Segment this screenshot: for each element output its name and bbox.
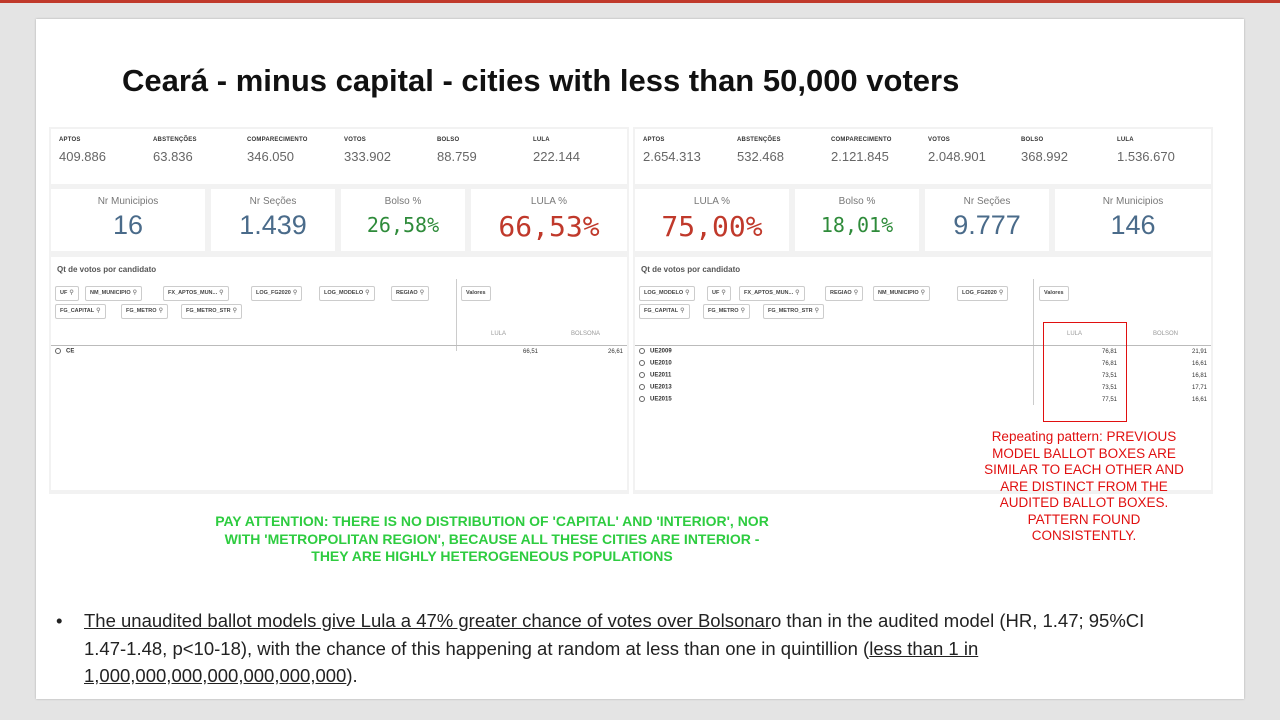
stat-value: 88.759 (437, 149, 477, 164)
stat-label: COMPARECIMENTO (831, 137, 892, 143)
top-accent-line (0, 0, 1280, 3)
bullet-text (84, 607, 1184, 690)
filter-chip-fx-aptos[interactable]: FX_APTOS_MUN... ⚲ (739, 286, 805, 301)
stat-value: 333.902 (344, 149, 391, 164)
table-cell-lula: 73,51 (1101, 373, 1117, 379)
search-icon: ⚲ (721, 290, 726, 296)
table-row-label[interactable]: UE2013 (639, 384, 672, 391)
highlight-box (1043, 322, 1127, 422)
filter-chip-nm-municipio[interactable]: NM_MUNICIPIO ⚲ (873, 286, 930, 301)
filter-chip-log-modelo[interactable]: LOG_MODELO ⚲ (639, 286, 695, 301)
annotation-line: ARE DISTINCT FROM THE (1000, 478, 1168, 494)
filter-chip-fg-metro-str[interactable]: FG_METRO_STR ⚲ (763, 304, 824, 319)
slide-title: Ceará - minus capital - cities with less than 50,000 voters (122, 63, 960, 98)
search-icon: ⚲ (232, 308, 238, 314)
column-header-bolsonaro: BOLSONA (571, 331, 601, 337)
stat-label: VOTOS (344, 137, 366, 143)
summary-stats-bar (51, 129, 627, 184)
kpi-value: 18,01% (820, 213, 894, 237)
kpi-value: 146 (1110, 210, 1156, 240)
table-cell-lula: 73,51 (1101, 385, 1117, 391)
stat-value: 63.836 (153, 149, 193, 164)
search-icon: ⚲ (132, 290, 138, 296)
underlined-claim: The unaudited ballot models give Lula a 47% greater chance of votes over Bolsonar (84, 610, 771, 631)
values-chip[interactable]: Valores (1039, 286, 1069, 301)
stat-comparecimento (247, 137, 308, 164)
stat-label: LULA (1117, 137, 1134, 143)
underlined-odds: less than 1 in 1,000,000,000,000,000,000,000 (84, 637, 979, 686)
filter-chip-log-fg2020[interactable]: LOG_FG2020 ⚲ (957, 286, 1008, 301)
stat-label: ABSTENÇÕES (737, 137, 781, 143)
filter-chip-fg-capital[interactable]: FG_CAPITAL ⚲ (639, 304, 690, 319)
stat-label: APTOS (643, 137, 665, 143)
header-divider (51, 345, 627, 346)
filter-chip-uf[interactable]: UF ⚲ (707, 286, 731, 301)
table-cell-bolso: 16,61 (1191, 397, 1207, 403)
kpi-label: Nr Municipios (97, 196, 159, 207)
table-row-label[interactable]: CE (55, 348, 74, 355)
kpi-value: 26,58% (366, 213, 440, 237)
filter-chip-fg-metro-str[interactable]: FG_METRO_STR ⚲ (181, 304, 242, 319)
stat-value: 222.144 (533, 149, 580, 164)
stat-bolso (437, 137, 477, 164)
table-title: Qt de votos por candidato (641, 265, 741, 274)
stat-value: 532.468 (737, 149, 784, 164)
table-row-label[interactable]: UE2010 (639, 360, 672, 367)
stat-votos (344, 137, 391, 164)
filter-chip-log-modelo[interactable]: LOG_MODELO ⚲ (319, 286, 375, 301)
table-cell-lula: 76,81 (1101, 349, 1117, 355)
search-icon: ⚲ (998, 290, 1004, 296)
filter-chip-fg-metro[interactable]: FG_METRO ⚲ (121, 304, 168, 319)
stat-aptos (59, 137, 106, 164)
stat-value: 346.050 (247, 149, 294, 164)
search-icon: ⚲ (365, 290, 370, 296)
expand-icon (639, 384, 645, 390)
filter-chip-nm-municipio[interactable]: NM_MUNICIPIO ⚲ (85, 286, 142, 301)
note-line: PAY ATTENTION: THERE IS NO DISTRIBUTION OF 'CAPITAL' AND 'INTERIOR', NOR (215, 513, 769, 529)
attention-note (136, 513, 848, 566)
pattern-annotation (964, 429, 1204, 545)
kpi-label: Nr Seções (249, 196, 297, 207)
expand-icon (639, 360, 645, 366)
annotation-line: SIMILAR TO EACH OTHER AND (984, 462, 1184, 477)
column-divider (456, 279, 457, 351)
search-icon: ⚲ (158, 308, 163, 314)
table-title: Qt de votos por candidato (57, 265, 157, 274)
annotation-line: MODEL BALLOT BOXES ARE (992, 445, 1176, 461)
search-icon: ⚲ (685, 290, 690, 296)
stat-value: 2.654.313 (643, 149, 701, 164)
note-line: WITH 'METROPOLITAN REGION', BECAUSE ALL THESE CITIES ARE INTERIOR - (224, 530, 760, 547)
stat-label: LULA (533, 137, 550, 143)
search-icon: ⚲ (419, 290, 425, 296)
stat-lula (1117, 137, 1175, 164)
stat-value: 1.536.670 (1117, 149, 1175, 164)
expand-icon (639, 396, 645, 402)
filter-chip-fg-capital[interactable]: FG_CAPITAL ⚲ (55, 304, 106, 319)
table-cell-lula: 66,51 (522, 349, 538, 355)
kpi-label: LULA % (530, 196, 568, 207)
column-divider (1033, 279, 1034, 405)
column-header-bolsonaro: BOLSON (1153, 331, 1179, 337)
stat-label: VOTOS (928, 137, 950, 143)
column-header-lula: LULA (1067, 331, 1083, 337)
search-icon: ⚲ (292, 290, 298, 296)
table-row-label[interactable]: UE2015 (639, 396, 672, 403)
kpi-nr-secoes (925, 189, 1049, 251)
stat-label: ABSTENÇÕES (153, 137, 197, 143)
values-chip[interactable]: Valores (461, 286, 491, 301)
stat-value: 2.048.901 (928, 149, 986, 164)
stat-value: 409.886 (59, 149, 106, 164)
column-header-lula: LULA (491, 331, 507, 337)
stat-bolso (1021, 137, 1068, 164)
filter-chip-regiao[interactable]: REGIAO ⚲ (391, 286, 429, 301)
table-cell-bolso: 16,81 (1191, 373, 1207, 379)
stat-lula (533, 137, 580, 164)
note-line: THEY ARE HIGHLY HETEROGENEOUS POPULATIONS (311, 548, 673, 564)
table-row-label[interactable]: UE2011 (639, 372, 671, 379)
expand-icon (55, 348, 61, 354)
annotation-line: AUDITED BALLOT BOXES. (999, 495, 1169, 510)
kpi-nr-municipios (1055, 189, 1211, 251)
filter-chip-fg-metro[interactable]: FG_METRO ⚲ (703, 304, 750, 319)
search-icon: ⚲ (920, 290, 926, 296)
bullet-ending: ). (346, 665, 358, 686)
stat-aptos (643, 137, 701, 164)
kpi-label: LULA % (693, 196, 731, 207)
kpi-value: 66,53% (498, 210, 600, 243)
kpi-bolso-percent (795, 189, 919, 251)
stat-value: 368.992 (1021, 149, 1068, 164)
stat-value: 2.121.845 (831, 149, 889, 164)
annotation-line: Repeating pattern: PREVIOUS (991, 429, 1177, 444)
table-cell-bolso: 21,91 (1191, 349, 1207, 355)
slide (36, 19, 1244, 699)
search-icon: ⚲ (814, 308, 820, 314)
search-icon: ⚲ (680, 308, 685, 314)
filter-chip-uf[interactable]: UF ⚲ (55, 286, 79, 301)
stat-abstencoes (153, 137, 197, 164)
kpi-label: Bolso % (838, 196, 876, 207)
search-icon: ⚲ (69, 290, 74, 296)
table-cell-lula: 77,51 (1101, 397, 1117, 403)
stat-label: APTOS (59, 137, 81, 143)
stat-label: BOLSO (1021, 137, 1044, 143)
table-cell-bolso: 16,61 (1191, 361, 1207, 367)
expand-icon (639, 348, 645, 354)
left-dashboard (49, 127, 629, 494)
search-icon: ⚲ (96, 308, 101, 314)
kpi-label: Bolso % (384, 196, 422, 207)
stat-votos (928, 137, 986, 164)
table-cell-bolso: 17,71 (1191, 385, 1207, 391)
expand-icon (639, 372, 645, 378)
table-cell-bolso: 26,61 (607, 349, 623, 355)
bullet-body: o than in the audited model (HR, 1.47; 95%CI 1.47-1.48, p<10-18), with the chance of this happening at random at less than one in quintillion ( (84, 610, 1145, 659)
filter-chip-log-fg2020[interactable]: LOG_FG2020 ⚲ (251, 286, 302, 301)
kpi-value: 1.439 (239, 210, 307, 240)
pivot-table (51, 257, 627, 490)
table-cell-lula: 76,81 (1101, 361, 1117, 367)
search-icon: ⚲ (219, 290, 224, 296)
stat-comparecimento (831, 137, 892, 164)
kpi-lula-percent (471, 189, 627, 251)
kpi-value: 9.777 (953, 210, 1021, 240)
search-icon: ⚲ (740, 308, 745, 314)
bullet-marker: • (56, 610, 63, 631)
kpi-label: Nr Municipios (1102, 196, 1164, 207)
kpi-label: Nr Seções (963, 196, 1011, 207)
summary-stats-bar (635, 129, 1211, 184)
kpi-nr-municipios (51, 189, 205, 251)
filter-chip-regiao[interactable]: REGIAO ⚲ (825, 286, 863, 301)
table-row-label[interactable]: UE2009 (639, 348, 672, 355)
kpi-value: 16 (112, 210, 144, 240)
annotation-line: CONSISTENTLY. (1031, 528, 1137, 543)
kpi-value: 75,00% (661, 210, 763, 243)
kpi-lula-percent (635, 189, 789, 251)
search-icon: ⚲ (795, 290, 800, 296)
stat-label: COMPARECIMENTO (247, 137, 308, 143)
search-icon: ⚲ (853, 290, 859, 296)
kpi-bolso-percent (341, 189, 465, 251)
filter-chip-fx-aptos[interactable]: FX_APTOS_MUN... ⚲ (163, 286, 229, 301)
kpi-nr-secoes (211, 189, 335, 251)
annotation-line: PATTERN FOUND (1027, 511, 1141, 527)
stat-label: BOLSO (437, 137, 460, 143)
stat-abstencoes (737, 137, 784, 164)
